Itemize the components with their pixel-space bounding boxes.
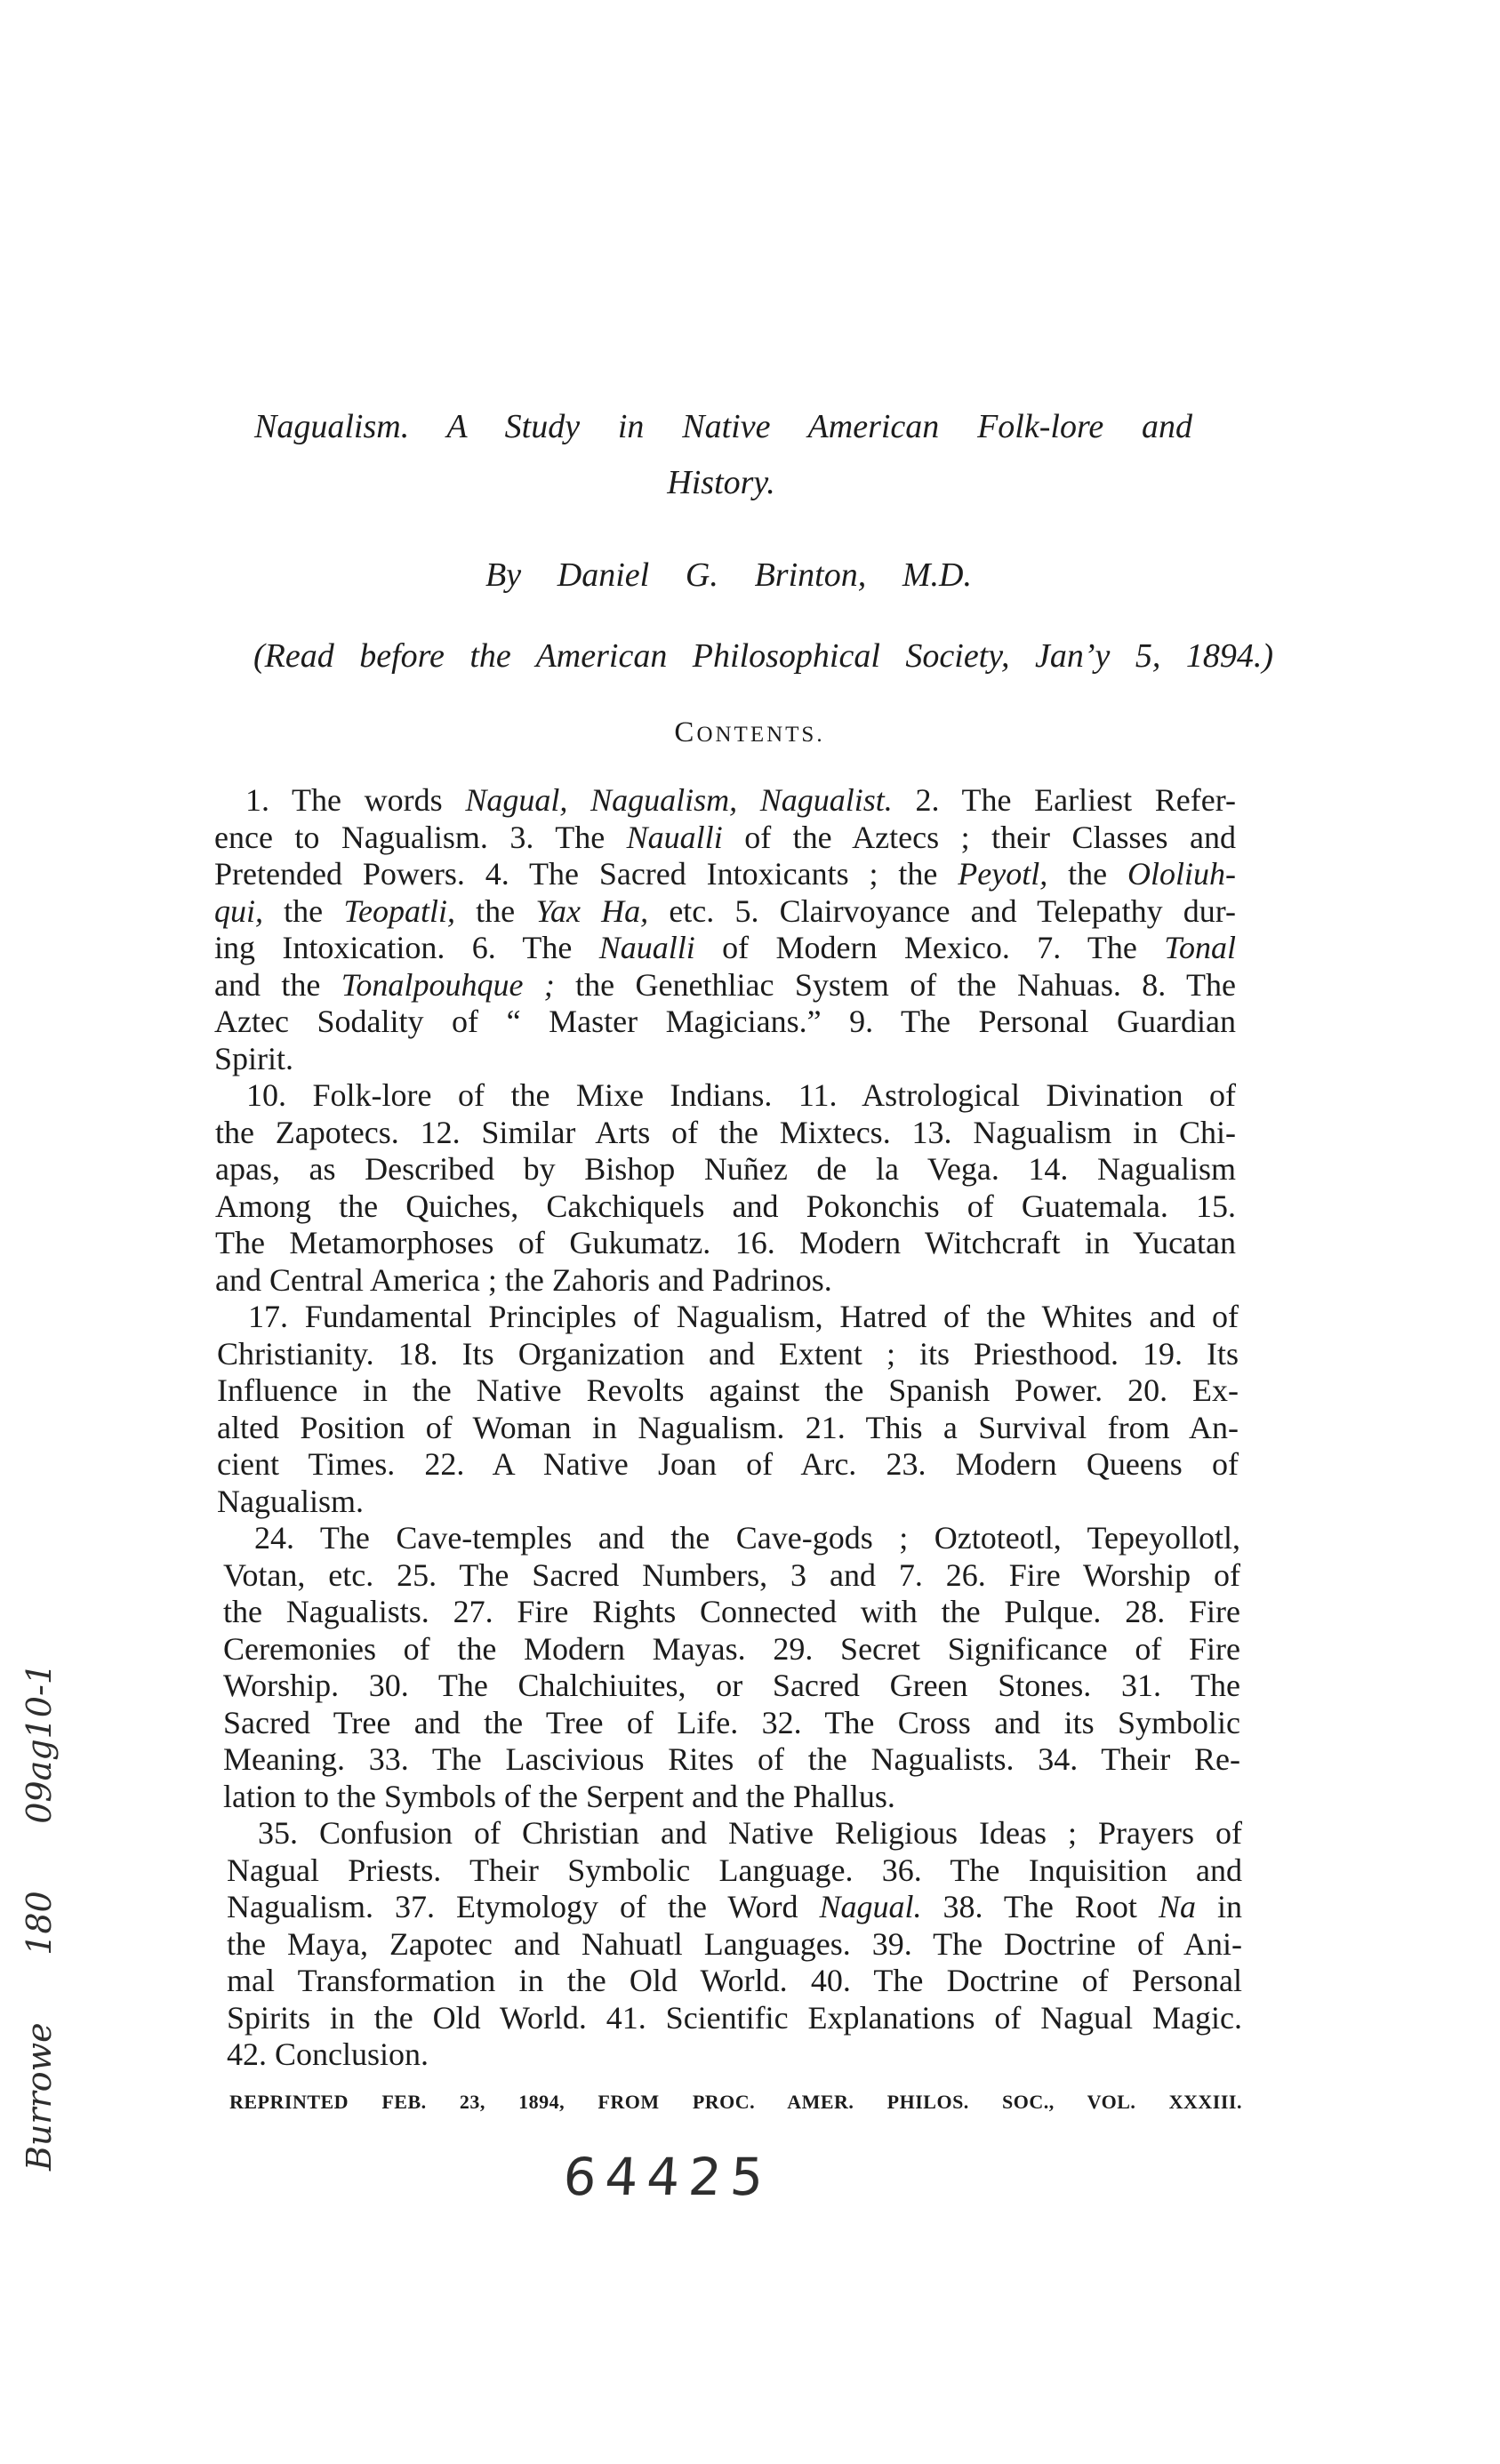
handwritten-accession-number: 64425 [561,2147,774,2207]
contents-text: 42. Conclusion. [227,2036,429,2072]
contents-text: of Modern Mexico. 7. The [694,930,1165,965]
contents-line [227,1852,1242,1890]
italic-term: Tonal [1164,930,1236,965]
contents-line [214,856,1236,893]
italic-term: Na [1158,1889,1196,1924]
contents-text: the Maya, Zapotec and Nahuatl Languages. 39. The Doctrine of Ani- [227,1925,1242,1962]
contents-line [227,1815,1242,1852]
contents-text: lation to the Symbols of the Serpent and the Phallus. [223,1778,895,1814]
contents-line [223,1520,1240,1557]
reprint-footer: REPRINTED FEB. 23, 1894, FROM PROC. AMER. PHILOS. SOC., VOL. XXXIII. [229,2091,1242,2113]
contents-heading: CONTENTS. [674,716,825,748]
contents-line [223,1779,1240,1816]
paper-title-line-2: History. [667,464,775,501]
contents-line [217,1446,1239,1484]
contents-text: 17. Fundamental Principles of Nagualism, Hatred of the Whites and of [248,1299,1239,1334]
italic-term: Ololiuh- [1127,856,1236,892]
contents-text: the Nagualists. 27. Fire Rights Connected with the Pulque. 28. Fire [223,1594,1240,1629]
contents-text: the Genethliac System of the Nahuas. 8. The [554,966,1236,1003]
contents-list [0,782,1500,2074]
contents-text: Nagual Priests. Their Symbolic Language. 36. The Inquisition and [227,1852,1242,1888]
contents-text: the [455,892,536,929]
contents-line [223,1594,1240,1631]
contents-text: Spirit. [214,1040,294,1076]
contents-line [227,2036,1242,2074]
contents-text: Nagualism. 37. Etymology of the Word [227,1889,820,1924]
contents-text: Among the Quiches, Cakchiquels and Pokonchis of Guatemala. 15. [215,1188,1236,1224]
italic-term: Nagual. [819,1889,922,1924]
contents-text: ing Intoxication. 6. The [214,930,599,965]
contents-text: Ceremonies of the Modern Mayas. 29. Secret Significance of Fire [223,1630,1240,1667]
contents-text: and Central America ; the Zahoris and Padrinos. [215,1261,832,1298]
contents-text: the [1047,856,1127,892]
italic-term: Naualli [626,819,723,855]
contents-line [215,1077,1236,1115]
contents-text: 10. Folk-lore of the Mixe Indians. 11. Astrological Divination of [246,1077,1236,1113]
contents-text: apas, as Described by Bishop Nuñez de la Vega. 14. Nagualism [215,1151,1236,1187]
contents-text: Meaning. 33. The Lascivious Rites of the Nagualists. 34. Their Re- [223,1741,1240,1777]
contents-text: cient Times. 22. A Native Joan of Arc. 23. Modern Queens of [217,1446,1239,1482]
contents-text: ence to Nagualism. 3. The [214,819,627,855]
contents-line [227,1889,1242,1926]
contents-text: Aztec Sodality of “ Master Magicians.” 9. The Personal Guardian [214,1004,1236,1039]
italic-term: Naualli [598,930,695,965]
contents-line [223,1557,1240,1595]
contents-line [223,1741,1240,1779]
contents-text: 24. The Cave-temples and the Cave-gods ; Oztoteotl, Tepeyollotl, [254,1520,1240,1556]
contents-text: of the Aztecs ; their Classes and [722,819,1236,855]
contents-text: Votan, etc. 25. The Sacred Numbers, 3 and 7. 26. Fire Worship of [223,1556,1240,1593]
contents-paragraph [227,1815,1242,2074]
contents-line [217,1299,1239,1336]
contents-line [215,1151,1236,1188]
contents-line [217,1484,1239,1521]
read-before-note: (Read before the American Philosophical Society, Jan’y 5, 1894.) [253,637,1273,675]
contents-line [214,1004,1236,1041]
contents-text: the Zapotecs. 12. Similar Arts of the Mixtecs. 13. Nagualism in Chi- [215,1114,1236,1150]
contents-line [214,967,1236,1004]
contents-line [223,1631,1240,1668]
contents-line [215,1188,1236,1226]
contents-line [214,930,1236,967]
italic-term: Nagual, Nagualism, Nagualist. [465,782,893,818]
contents-line [223,1668,1240,1705]
contents-text: Nagualism. [217,1483,364,1519]
contents-line [215,1262,1236,1300]
contents-text: Pretended Powers. 4. The Sacred Intoxicants ; the [214,856,959,892]
contents-line [214,1041,1236,1078]
contents-line [214,893,1236,931]
paper-title-line-1: Nagualism. A Study in Native American Folk-lore and [254,408,1192,445]
handwritten-margin-note: Burrowe 180 09ag10-1 [20,1663,59,2171]
contents-line [214,782,1236,820]
contents-text: the [263,892,344,929]
contents-line [217,1336,1239,1373]
contents-line [217,1372,1239,1410]
contents-text: Christianity. 18. Its Organization and Extent ; its Priesthood. 19. Its [217,1335,1239,1372]
contents-text: 1. The words [245,782,466,818]
contents-paragraph [214,782,1236,1077]
italic-term: Tonalpouhque ; [341,966,555,1003]
contents-line [227,1963,1242,2000]
contents-text: in [1195,1889,1242,1924]
contents-text: 38. The Root [921,1889,1159,1924]
contents-text: Worship. 30. The Chalchiuites, or Sacred Green Stones. 31. The [223,1668,1240,1703]
contents-text: Spirits in the Old World. 41. Scientific Explanations of Nagual Magic. [227,1999,1242,2036]
contents-text: Influence in the Native Revolts against the Spanish Power. 20. Ex- [217,1372,1239,1408]
author-line: By Daniel G. Brinton, M.D. [485,556,972,594]
italic-term: Teopatli, [343,892,456,929]
contents-text: 2. The Earliest Refer- [892,782,1236,818]
contents-line [215,1115,1236,1152]
contents-line [223,1705,1240,1742]
contents-line [217,1410,1239,1447]
contents-paragraph [215,1077,1236,1299]
contents-text: etc. 5. Clairvoyance and Telepathy dur- [648,892,1236,929]
italic-term: qui, [214,892,264,929]
contents-paragraph [223,1520,1240,1815]
contents-text: and the [214,966,341,1003]
contents-paragraph [217,1299,1239,1520]
italic-term: Yax Ha, [535,892,649,929]
contents-text: mal Transformation in the Old World. 40. The Doctrine of Personal [227,1963,1242,1998]
contents-text: The Metamorphoses of Gukumatz. 16. Modern Witchcraft in Yucatan [215,1225,1236,1260]
contents-line [214,820,1236,857]
contents-text: Sacred Tree and the Tree of Life. 32. The Cross and its Symbolic [223,1704,1240,1740]
contents-line [215,1225,1236,1262]
contents-text: 35. Confusion of Christian and Native Religious Ideas ; Prayers of [258,1815,1242,1851]
italic-term: Peyotl, [958,856,1048,892]
contents-text: alted Position of Woman in Nagualism. 21. This a Survival from An- [217,1409,1239,1445]
contents-line [227,1926,1242,1964]
contents-line [227,2000,1242,2037]
